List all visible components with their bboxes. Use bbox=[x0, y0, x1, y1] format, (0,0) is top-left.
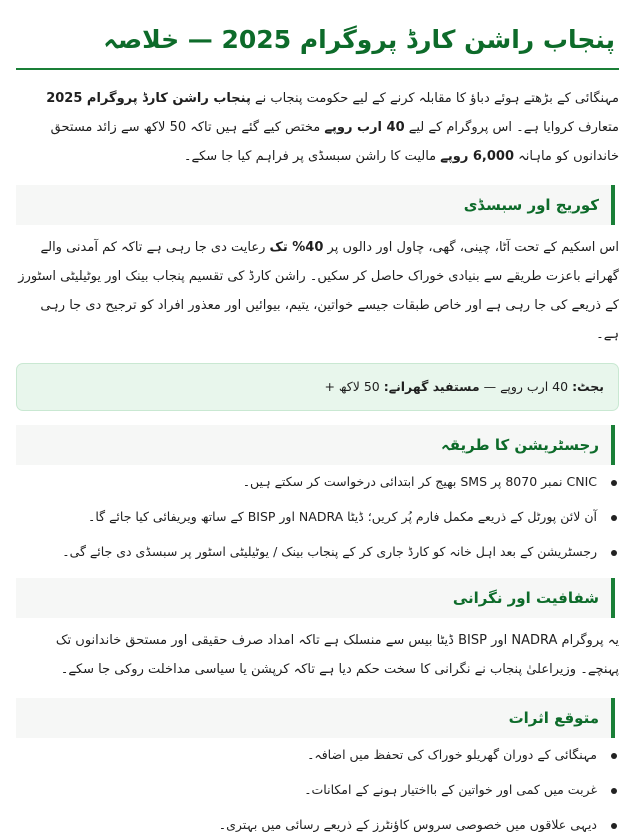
list-item: مہنگائی کے دوران گھریلو خوراک کی تحفظ میں اضافہ۔ bbox=[16, 746, 599, 764]
intro-text-2: متعارف کروایا ہے۔ اس پروگرام کے لیے bbox=[408, 120, 619, 135]
list-item: رجسٹریشن کے بعد اہل خانہ کو کارڈ جاری کر کے پنجاب بینک / یوٹیلیٹی اسٹور پر سبسڈی دی جائے گی۔ bbox=[16, 543, 599, 561]
coverage-heading: کوریج اور سبسڈی bbox=[463, 196, 599, 214]
list-item: غربت میں کمی اور خواتین کے بااختیار ہونے کے امکانات۔ bbox=[16, 781, 599, 799]
intro-text-3: مختص کیے گئے ہیں تاکہ 50 لاکھ سے زائد مستحق خاندانوں کو ماہانہ bbox=[50, 120, 619, 164]
budget-value: 40 ارب روپے bbox=[500, 379, 569, 394]
intro-text-4: مالیت کا راشن سبسڈی پر فراہم کیا جا سکے۔ bbox=[183, 149, 437, 164]
coverage-text-2: رعایت دی جا رہی ہے تاکہ کم آمدنی والے گھرانے باعزت طریقے سے بنیادی خوراک حاصل کر سکیں۔ راشن کارڈ کی تقسیم پنجاب بینک اور یوٹیلیٹی اسٹورز کے ذریعے کی جا رہی ہے اور خاص طبقات جیسے خواتین، یتیم، بیوائیں اور معذور افراد کو ترجیح دی جا رہی ہے۔ bbox=[18, 240, 619, 342]
registration-heading: رجسٹریشن کا طریقہ bbox=[440, 436, 599, 454]
intro-monthly-amount: 6,000 روپے bbox=[440, 149, 515, 164]
intro-budget: 40 ارب روپے bbox=[324, 120, 405, 135]
section-heading-coverage bbox=[16, 185, 615, 225]
intro-paragraph bbox=[16, 84, 619, 171]
budget-callout bbox=[16, 363, 619, 411]
budget-label: بجٹ: bbox=[572, 379, 604, 394]
beneficiaries-label: مستفید گھرانے: bbox=[383, 379, 480, 394]
impacts-list bbox=[16, 746, 619, 834]
intro-program-name: پنجاب راشن کارڈ پروگرام 2025 bbox=[46, 91, 251, 106]
section-heading-impacts bbox=[16, 698, 615, 738]
list-item: آن لائن پورٹل کے ذریعے مکمل فارم پُر کریں؛ ڈیٹا NADRA اور BISP کے ساتھ ویریفائی کیا جائے گا۔ bbox=[16, 508, 599, 526]
page-title: پنجاب راشن کارڈ پروگرام 2025 — خلاصہ bbox=[103, 25, 615, 54]
transparency-heading: شفافیت اور نگرانی bbox=[452, 589, 599, 607]
title-divider bbox=[16, 68, 619, 70]
beneficiaries-value: 50 لاکھ + bbox=[324, 379, 380, 394]
section-heading-registration bbox=[16, 425, 615, 465]
transparency-paragraph: یہ پروگرام NADRA اور BISP ڈیٹا بیس سے منسلک ہے تاکہ امداد صرف حقیقی اور مستحق خاندانوں تک پہنچے۔ وزیراعلیٰ پنجاب نے نگرانی کا سخت حکم دیا ہے تاکہ کرپشن یا سیاسی مداخلت روکی جا سکے۔ bbox=[55, 633, 619, 677]
coverage-paragraph bbox=[16, 233, 619, 349]
coverage-text-1: اس اسکیم کے تحت آٹا، چینی، گھی، چاول اور دالوں پر bbox=[327, 240, 619, 255]
registration-list bbox=[16, 473, 619, 561]
intro-text-1: مہنگائی کے بڑھتے ہوئے دباؤ کا مقابلہ کرنے کے لیے حکومت پنجاب نے bbox=[254, 91, 619, 106]
section-heading-transparency bbox=[16, 578, 615, 618]
list-item: CNIC نمبر 8070 پر SMS بھیج کر ابتدائی درخواست کر سکتے ہیں۔ bbox=[16, 473, 599, 491]
list-item: دیہی علاقوں میں خصوصی سروس کاؤنٹرز کے ذریعے رسائی میں بہتری۔ bbox=[16, 816, 599, 834]
impacts-heading: متوقع اثرات bbox=[508, 709, 599, 727]
coverage-discount: 40% تک bbox=[269, 240, 324, 255]
callout-separator: — bbox=[479, 379, 497, 394]
